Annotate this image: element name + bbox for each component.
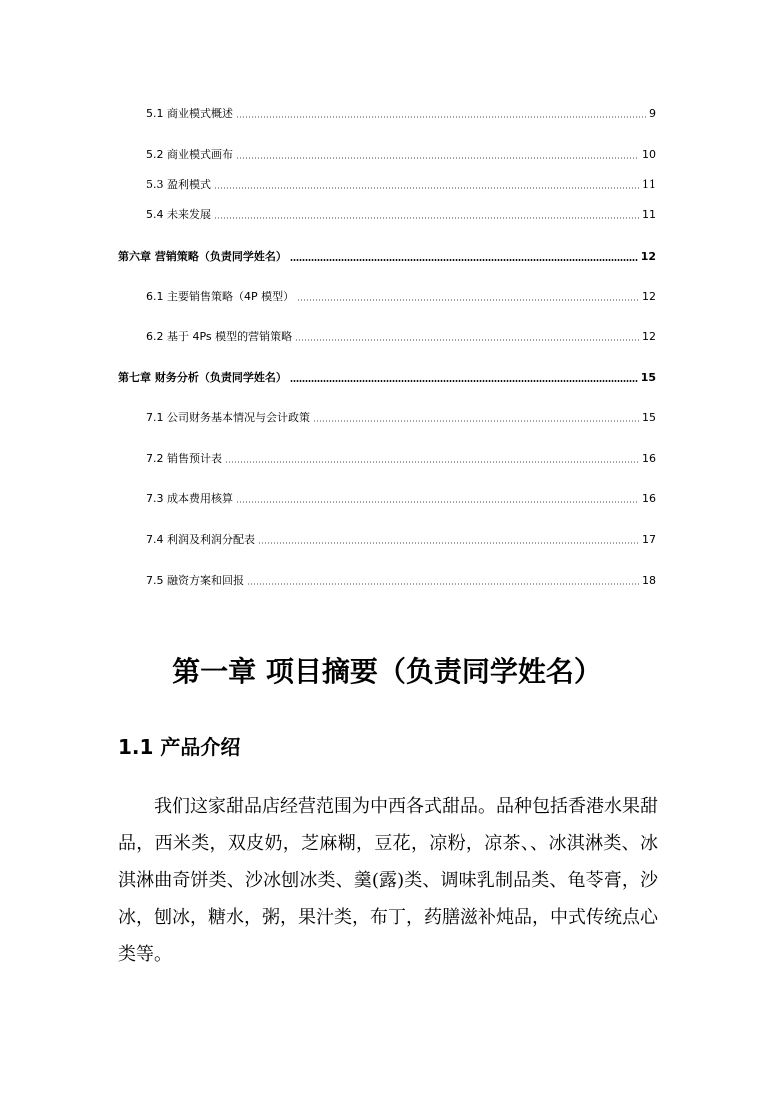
toc-entry-title: 6.2 基于 4Ps 模型的营销策略 [146,330,293,343]
toc-entry-6-2[interactable] [146,329,656,345]
toc-leader-dots [297,298,639,302]
toc-entry-page: 15 [642,411,656,424]
toc-entry-page: 12 [642,290,656,303]
toc-entry-title: 第六章 营销策略（负责同学姓名） [118,250,287,263]
toc-entry-chapter-6[interactable] [118,249,656,265]
toc-entry-page: 11 [642,208,656,221]
chapter-title: 第一章 项目摘要（负责同学姓名） [172,655,602,688]
toc-entry-page: 11 [642,178,656,191]
toc-entry-title: 第七章 财务分析（负责同学姓名） [118,371,287,384]
toc-entry-page: 9 [649,107,656,120]
toc-entry-page: 17 [642,533,656,546]
toc-entry-title: 5.1 商业模式概述 [146,107,233,120]
toc-entry-title: 7.5 融资方案和回报 [146,574,244,587]
toc-entry-page: 15 [640,371,656,384]
toc-entry-page: 18 [642,574,656,587]
toc-entry-5-1[interactable] [146,106,656,122]
toc-entry-7-3[interactable] [146,491,656,507]
toc-leader-dots [313,419,639,423]
toc-entry-page: 16 [642,452,656,465]
toc-entry-5-3[interactable] [146,177,656,193]
toc-leader-dots [236,115,646,119]
section-title: 1.1 产品介绍 [118,735,241,759]
toc-entry-7-4[interactable] [146,532,656,548]
toc-entry-7-5[interactable] [146,573,656,589]
toc-leader-dots [214,216,639,220]
toc-entry-title: 5.2 商业模式画布 [146,148,233,161]
toc-entry-title: 5.4 未来发展 [146,208,211,221]
toc-leader-dots [236,500,639,504]
toc-entry-title: 7.1 公司财务基本情况与会计政策 [146,411,310,424]
toc-leader-dots [290,379,638,383]
toc-leader-dots [295,338,639,342]
toc-entry-5-4[interactable] [146,207,656,223]
toc-entry-title: 7.4 利润及利润分配表 [146,533,255,546]
toc-entry-6-1[interactable] [146,289,656,305]
toc-leader-dots [247,582,639,586]
toc-leader-dots [258,541,639,545]
toc-entry-page: 12 [640,250,656,263]
toc-leader-dots [214,186,639,190]
toc-entry-chapter-7[interactable] [118,370,656,386]
toc-entry-title: 5.3 盈利模式 [146,178,211,191]
toc-entry-page: 16 [642,492,656,505]
toc-entry-page: 12 [642,330,656,343]
toc-leader-dots [236,156,639,160]
toc-entry-title: 7.3 成本费用核算 [146,492,233,505]
toc-leader-dots [290,258,638,262]
toc-entry-5-2[interactable] [146,147,656,163]
toc-leader-dots [225,460,639,464]
toc-entry-page: 10 [642,148,656,161]
body-paragraph: 我们这家甜品店经营范围为中西各式甜品。品种包括香港水果甜品，西米类，双皮奶，芝麻糊，豆花，凉粉，凉茶、、冰淇淋类、冰淇淋曲奇饼类、沙冰刨冰类、羹(露)类、调味乳制品类、龟苓膏，沙冰，刨冰，糖水，粥，果汁类，布丁，药膳滋补炖品，中式传统点心类等。 [118,796,658,965]
toc-entry-title: 6.1 主要销售策略（4P 模型） [146,290,295,303]
toc-entry-7-1[interactable] [146,410,656,426]
toc-entry-title: 7.2 销售预计表 [146,452,222,465]
toc-entry-7-2[interactable] [146,451,656,467]
